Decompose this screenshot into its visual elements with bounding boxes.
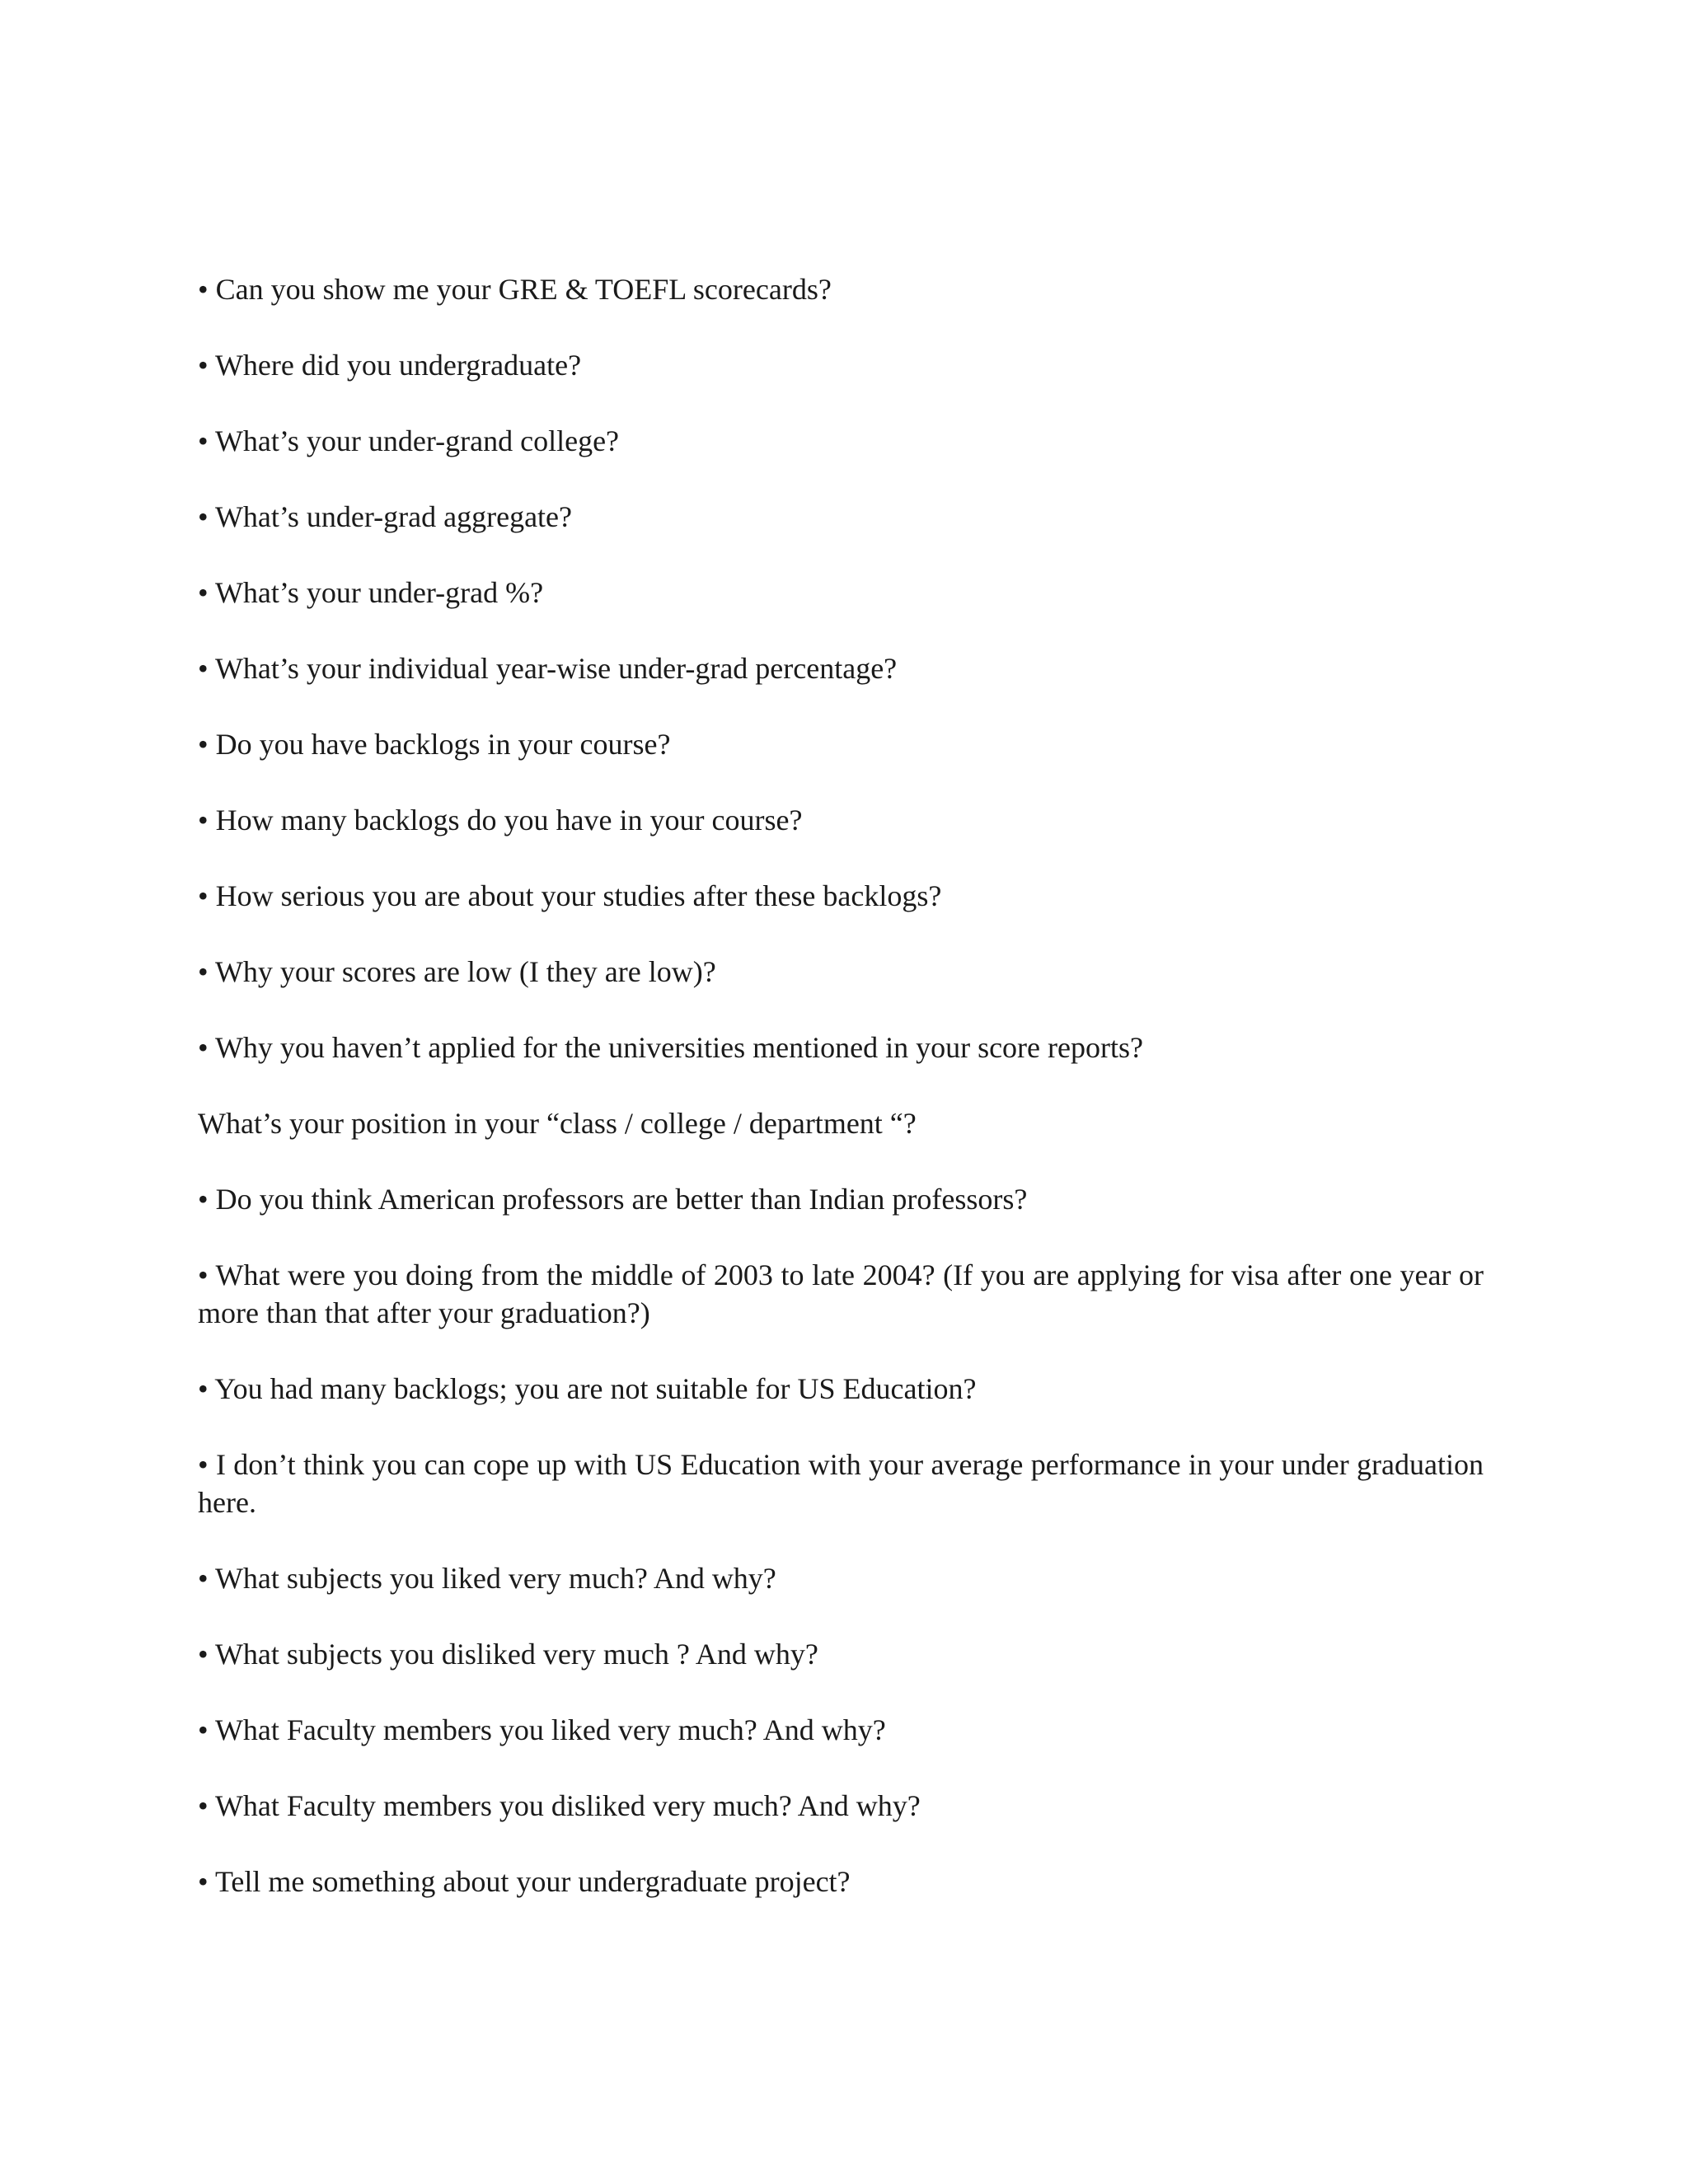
question-item: • What’s your under-grad %? [198, 576, 544, 609]
question-item: • How serious you are about your studies after these backlogs? [198, 879, 942, 912]
question-item: • Do you think American professors are better than Indian professors? [198, 1183, 1028, 1216]
question-item: • You had many backlogs; you are not suitable for US Education? [198, 1372, 977, 1405]
question-list [198, 270, 1484, 1938]
question-item: • Where did you undergraduate? [198, 349, 582, 382]
question-item: • Tell me something about your undergraduate project? [198, 1865, 851, 1898]
question-item: • How many backlogs do you have in your course? [198, 804, 803, 837]
question-item: • What’s your individual year-wise under-grad percentage? [198, 652, 898, 685]
question-item: • What’s your under-grand college? [198, 424, 620, 457]
question-item: • Why your scores are low (I they are low)? [198, 955, 716, 988]
question-item: • What Faculty members you disliked very much? And why? [198, 1789, 921, 1822]
question-item: • What Faculty members you liked very much? And why? [198, 1713, 886, 1746]
question-item: • What’s under-grad aggregate? [198, 500, 573, 533]
question-item: • What subjects you liked very much? And why? [198, 1562, 776, 1595]
question-item: • What were you doing from the middle of 2003 to late 2004? (If you are applying for visa after one year or more than that after your graduation?) [198, 1258, 1484, 1329]
question-item: • What subjects you disliked very much ? And why? [198, 1638, 818, 1671]
question-item: • Why you haven’t applied for the universities mentioned in your score reports? [198, 1031, 1143, 1064]
question-item: • I don’t think you can cope up with US Education with your average performance in your under graduation here. [198, 1448, 1484, 1519]
question-item: What’s your position in your “class / college / department “? [198, 1107, 917, 1140]
question-item: • Can you show me your GRE & TOEFL scorecards? [198, 273, 832, 306]
question-item: • Do you have backlogs in your course? [198, 728, 671, 761]
